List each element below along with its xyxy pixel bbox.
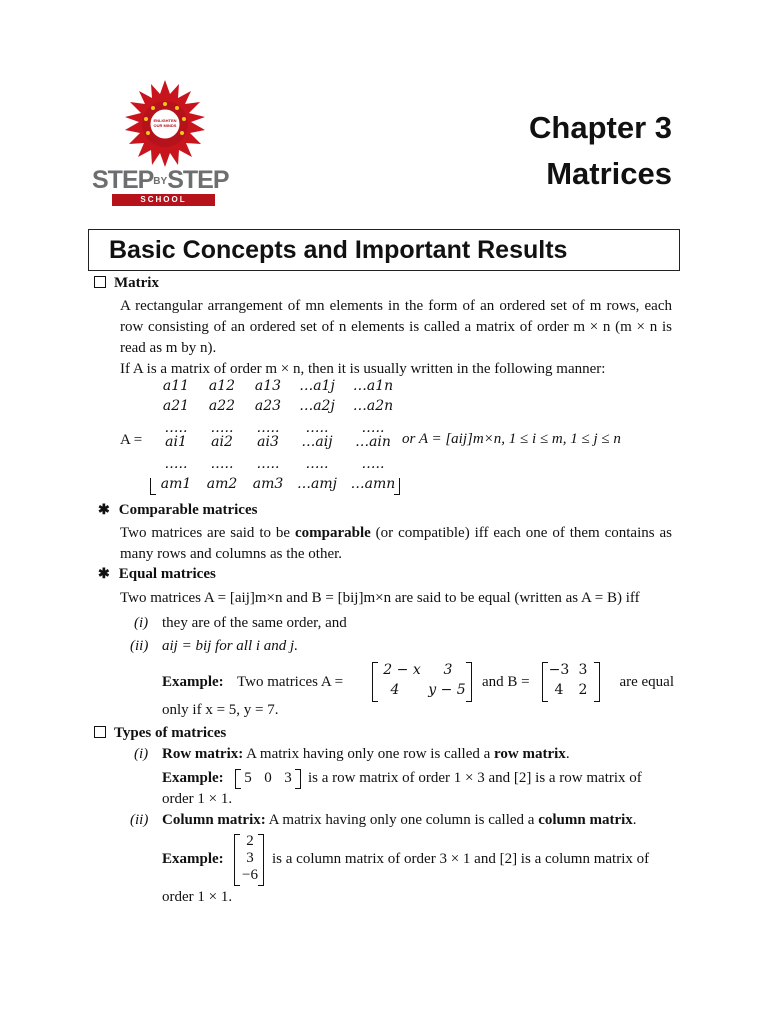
general-matrix-cell: a22	[208, 398, 236, 414]
general-matrix-cell: …..	[164, 456, 188, 472]
general-matrix-cell: …a1n	[352, 378, 394, 394]
column-matrix-cell: 2	[246, 833, 254, 849]
general-matrix-cell: am3	[252, 476, 284, 492]
section-banner	[88, 229, 680, 271]
equal-intro: Two matrices A = [aij]m×n and B = [bij]m×n are said to be equal (written as A = B) iff	[120, 590, 640, 606]
matrix-b-cell: 2	[578, 682, 588, 698]
checkbox-bullet-icon	[94, 726, 106, 738]
matrix-a-cell: 3	[443, 662, 453, 678]
equal-cond1: they are of the same order, and	[162, 615, 347, 631]
column-matrix-cell: 3	[246, 850, 254, 866]
matrix-a-cell: 2 − x	[383, 662, 421, 678]
chapter-title: Matrices	[546, 156, 672, 191]
chapter-number: Chapter 3	[529, 110, 672, 145]
general-matrix-cell: …..	[305, 456, 329, 472]
sunburst-emblem-icon	[92, 78, 242, 178]
general-matrix-cell: …..	[210, 456, 234, 472]
general-matrix-cell: a13	[254, 378, 282, 394]
example-text: Two matrices A =	[237, 674, 344, 690]
column-matrix	[234, 834, 264, 886]
column-matrix-cell: −6	[242, 867, 258, 883]
row-example-cont: order 1 × 1.	[162, 791, 233, 807]
row-example-text: is a row matrix of order 1 × 3 and [2] is a row matrix of	[308, 770, 642, 786]
general-matrix-cell: …..	[164, 420, 188, 436]
right-bracket-icon	[295, 769, 301, 789]
example-label: Example:	[162, 674, 224, 690]
general-matrix-cell: …amn	[350, 476, 396, 492]
row-matrix-cell: 0	[264, 770, 272, 786]
general-matrix-cell: …..	[361, 456, 385, 472]
are-equal-text: are equal	[619, 674, 674, 690]
general-matrix-cell: am2	[206, 476, 238, 492]
equal-cond2-num: (ii)	[130, 638, 149, 654]
comparable-text: Two matrices are said to be comparable (or compatible) iff each one of them contains as many rows and columns as the other.	[120, 525, 672, 562]
column-example-text: is a column matrix of order 3 × 1 and [2] is a column matrix of	[272, 851, 650, 867]
general-matrix-cell: …aij	[301, 434, 333, 450]
general-matrix-cell: …a1j	[299, 378, 335, 394]
row-matrix-cell: 3	[284, 770, 292, 786]
row-matrix-def: Row matrix: A matrix having only one row is called a row matrix.	[162, 746, 570, 762]
matrix-b	[542, 662, 600, 702]
equal-only-if: only if x = 5, y = 7.	[162, 702, 279, 718]
general-matrix-cell: …a2n	[352, 398, 394, 414]
example-label: Example:	[162, 770, 224, 786]
types-heading: Types of matrices	[94, 725, 226, 742]
logo-wordmark: STEPBYSTEP	[92, 166, 229, 194]
column-example-cont: order 1 × 1.	[162, 889, 233, 905]
general-matrix	[150, 378, 400, 498]
right-bracket-icon	[594, 662, 600, 702]
row-matrix-example	[162, 770, 674, 792]
equal-cond2: aij = bij for all i and j.	[162, 638, 298, 654]
row-matrix-num: (i)	[134, 746, 149, 762]
a-equals-label: A =	[120, 432, 143, 448]
general-matrix-cell: …ain	[355, 434, 391, 450]
general-matrix-cell: …..	[361, 420, 385, 436]
general-matrix-cell: ai1	[165, 434, 187, 450]
column-matrix-num: (ii)	[130, 812, 149, 828]
general-matrix-cell: ai3	[257, 434, 279, 450]
column-matrix-example	[162, 834, 674, 886]
matrix-b-cell: 4	[554, 682, 564, 698]
general-matrix-cell: …..	[305, 420, 329, 436]
checkbox-bullet-icon	[94, 276, 106, 288]
logo-motto: ENLIGHTEN OUR MINDS	[153, 118, 177, 128]
matrix-heading: Matrix	[94, 275, 159, 292]
matrix-alt-form: or A = [aij]m×n, 1 ≤ i ≤ m, 1 ≤ j ≤ n	[402, 431, 621, 447]
and-b-text: and B =	[482, 674, 530, 690]
matrix-intro: If A is a matrix of order m × n, then it is usually written in the following manner:	[120, 361, 606, 377]
matrix-b-cell: −3	[548, 662, 570, 678]
matrix-a-cell: y − 5	[428, 682, 466, 698]
general-matrix-cell: a23	[254, 398, 282, 414]
general-matrix-cell: am1	[160, 476, 192, 492]
equal-example	[162, 662, 674, 702]
general-matrix-cell: a11	[162, 378, 190, 394]
star-bullet-icon: ✱	[98, 567, 110, 582]
general-matrix-cell: …..	[256, 456, 280, 472]
comparable-heading: ✱ Comparable matrices	[98, 502, 258, 518]
left-bracket-icon	[372, 662, 378, 702]
example-label: Example:	[162, 851, 224, 867]
general-matrix-cell: …..	[210, 420, 234, 436]
matrix-b-cell: 3	[578, 662, 588, 678]
general-matrix-cell: …..	[256, 420, 280, 436]
general-matrix-cell: …amj	[297, 476, 337, 492]
general-matrix-cell: …a2j	[299, 398, 335, 414]
matrix-a-cell: 4	[390, 682, 400, 698]
column-matrix-def: Column matrix: A matrix having only one column is called a column matrix.	[162, 812, 637, 828]
banner-title: Basic Concepts and Important Results	[109, 236, 568, 264]
school-logo	[92, 78, 242, 208]
general-matrix-cell: a21	[162, 398, 190, 414]
general-matrix-cell: a12	[208, 378, 236, 394]
logo-school-bar: SCHOOL	[112, 194, 215, 206]
row-matrix-cell: 5	[244, 770, 252, 786]
equal-heading: ✱ Equal matrices	[98, 566, 216, 582]
matrix-a	[372, 662, 472, 702]
matrix-definition: A rectangular arrangement of mn elements in the form of an ordered set of m rows, each row consisting of an ordered set of n elements is called a matrix of order m × n (m × n is read as m by n).	[120, 298, 672, 356]
star-bullet-icon: ✱	[98, 503, 110, 518]
general-matrix-cell: ai2	[211, 434, 233, 450]
equal-cond1-num: (i)	[134, 615, 149, 631]
row-matrix	[235, 769, 301, 789]
